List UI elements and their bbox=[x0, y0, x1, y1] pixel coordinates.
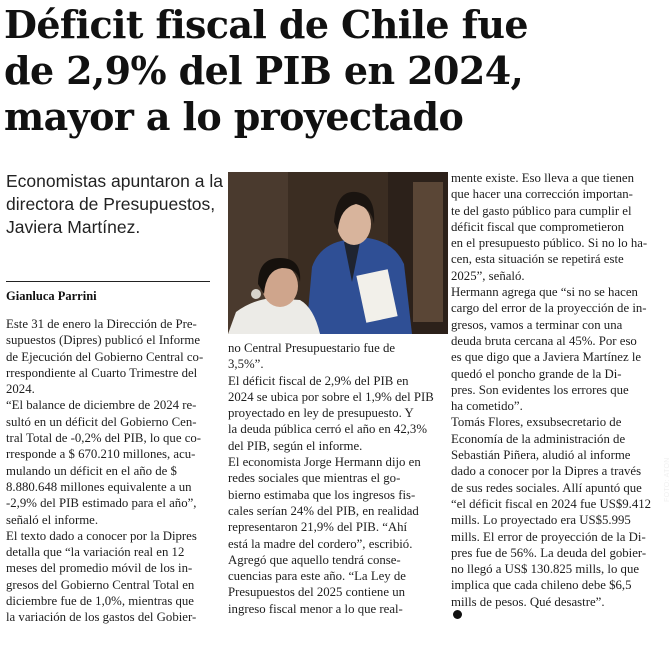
headline-line: mayor a lo proyectado bbox=[4, 94, 464, 139]
text-line: ha cometido”. bbox=[451, 399, 523, 414]
text-line: detalla que “la variación real en 12 bbox=[6, 545, 185, 560]
text-line: la variación de los gastos del Gobier- bbox=[6, 610, 197, 625]
author-name: Gianluca Parrini bbox=[6, 289, 97, 303]
text-line: representaron 21,9% del PIB. “Ahí bbox=[228, 520, 408, 535]
text-line: es que digo que a Javiera Martínez le bbox=[451, 350, 642, 365]
byline bbox=[6, 281, 210, 305]
end-of-article-icon bbox=[453, 610, 462, 619]
text-line: tral Total de -0,2% del PIB, lo que co- bbox=[6, 431, 202, 446]
text-line: 2025”, señaló. bbox=[451, 268, 525, 283]
text-line: Presupuestos del 2025 contiene un bbox=[228, 585, 405, 600]
text-line: 3,5%”. bbox=[228, 357, 264, 372]
text-line: proyectado en ley de presupuesto. Y bbox=[228, 406, 414, 421]
text-line: pres fue de 56%. La deuda del gobier- bbox=[451, 545, 647, 560]
photo-credit: FOTO: ATON bbox=[664, 457, 671, 502]
headline bbox=[4, 2, 660, 140]
text-line: 2024 se ubica por sobre el 1,9% del PIB bbox=[228, 389, 434, 404]
text-line: gresos, vamos a terminar con una bbox=[451, 317, 623, 332]
text-line: déficit fiscal que comprometieron bbox=[451, 219, 625, 234]
text-line: meses del promedio móvil de los in- bbox=[6, 561, 193, 576]
text-line: rresponde a $ 670.210 millones, acu- bbox=[6, 447, 196, 462]
headline-line: de 2,9% del PIB en 2024, bbox=[4, 48, 524, 93]
text-line: de sus redes sociales. Allí apuntó que bbox=[451, 480, 642, 495]
text-line: pres. Son evidentes los errores que bbox=[451, 382, 629, 397]
text-line: implica que cada chileno debe $6,5 bbox=[451, 578, 632, 593]
text-line: mills. Lo proyectado era US$5.995 bbox=[451, 513, 631, 528]
text-line: que hacer una corrección importan- bbox=[451, 187, 633, 202]
text-line: señaló el informe. bbox=[6, 512, 99, 527]
text-line: no llegó a US$ 130.825 mills, lo que bbox=[451, 562, 640, 577]
text-line: Economía de la administración de bbox=[451, 431, 626, 446]
text-line: “El balance de diciembre de 2024 re- bbox=[6, 398, 197, 413]
text-line-last bbox=[451, 594, 661, 619]
deck-subtitle bbox=[6, 170, 221, 239]
text-line: está la madre del cordero”, escribió. bbox=[228, 536, 413, 551]
text-line: 8.880.648 millones equivalente a un bbox=[6, 479, 192, 494]
deck-line: Javiera Martínez. bbox=[6, 217, 141, 237]
text-line: cales serían 24% del PIB, en realidad bbox=[228, 503, 419, 518]
text-line: rrespondiente al Cuarto Trimestre del bbox=[6, 365, 198, 380]
text-line: en el presupuesto público. Si no lo ha- bbox=[451, 236, 648, 251]
text-line: la deuda pública cerró el año en 42,3% bbox=[228, 422, 427, 437]
text-line: cargo del error de la proyección de in- bbox=[451, 301, 647, 316]
text-line: deuda bruta cercana al 45%. Por eso bbox=[451, 333, 637, 348]
text-line: 2024. bbox=[6, 382, 35, 397]
headline-line: Déficit fiscal de Chile fue bbox=[4, 2, 528, 47]
text-line: Agregó que aquello tendrá conse- bbox=[228, 552, 401, 567]
text-line: -2,9% del PIB estimado para el año”, bbox=[6, 496, 197, 511]
text-line: cuencias para este año. “La Ley de bbox=[228, 569, 406, 584]
text-line: cen, esta situación se repetirá este bbox=[451, 252, 624, 267]
text-line: Hermann agrega que “si no se hacen bbox=[451, 285, 638, 300]
text-line: del PIB, según el informe. bbox=[228, 438, 363, 453]
text-line: “el déficit fiscal en 2024 fue US$9.412 bbox=[451, 496, 652, 511]
text-line: supuestos (Dipres) publicó el Informe bbox=[6, 333, 201, 348]
text-line: quedó el poncho grande de la Di- bbox=[451, 366, 622, 381]
text-line: ingreso fiscal menor a lo que real- bbox=[228, 601, 403, 616]
text-line: te del gasto público para cumplir el bbox=[451, 203, 632, 218]
text-line: El economista Jorge Hermann dijo en bbox=[228, 455, 421, 470]
text-line: Este 31 de enero la Dirección de Pre- bbox=[6, 317, 197, 331]
text-line: diciembre fue de 1,0%, mientras que bbox=[6, 594, 194, 609]
text-line: Tomás Flores, exsubsecretario de bbox=[451, 415, 622, 430]
text-line: El texto dado a conocer por la Dipres bbox=[6, 528, 197, 543]
text-line: dado a conocer por la Dipres a través bbox=[451, 464, 642, 479]
text-line: mills. El error de proyección de la Di- bbox=[451, 529, 646, 544]
text-line: de Ejecución del Gobierno Central co- bbox=[6, 349, 204, 364]
text-line: mente existe. Eso lleva a que tienen bbox=[451, 171, 634, 185]
text-line: mulando un déficit en el año de $ bbox=[6, 463, 177, 478]
text-line: Sebastián Piñera, aludió al informe bbox=[451, 448, 631, 463]
text-line: sultó en un déficit del Gobierno Cen- bbox=[6, 414, 197, 429]
article-column-1 bbox=[6, 316, 216, 626]
deck-line: Economistas apuntaron a la bbox=[6, 171, 223, 191]
deck-line: directora de Presupuestos, bbox=[6, 194, 216, 214]
text-line: bierno estimaba que los ingresos fis- bbox=[228, 487, 416, 502]
text-line: redes sociales que mientras el go- bbox=[228, 471, 401, 486]
text-line: no Central Presupuestario fue de bbox=[228, 341, 396, 355]
photo-of-two-women-icon bbox=[228, 172, 448, 334]
text-line: gresos del Gobierno Central Total en bbox=[6, 577, 195, 592]
article-column-3 bbox=[451, 170, 661, 619]
text-line: mills de pesos. Qué desastre”. bbox=[451, 594, 605, 609]
article-column-2 bbox=[228, 340, 440, 617]
text-line: El déficit fiscal de 2,9% del PIB en bbox=[228, 373, 409, 388]
